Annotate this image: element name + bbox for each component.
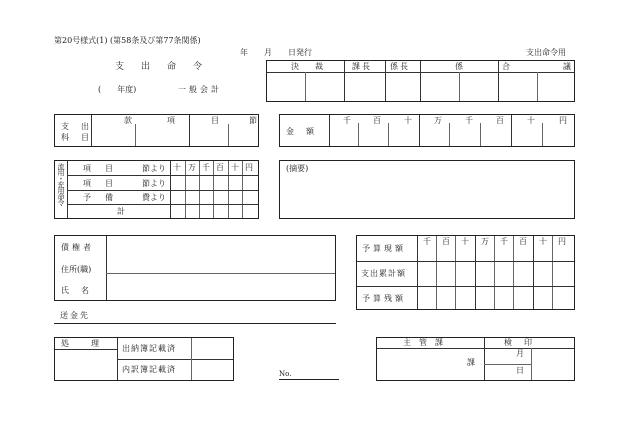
amount-unit: 千 xyxy=(465,116,473,125)
account-col-kan: 款 xyxy=(124,116,132,125)
budget-status-unit: 百 xyxy=(519,237,527,246)
diversion-side-label: 流用・充用命令 xyxy=(57,163,65,205)
approval-col-consult-2: 議 xyxy=(563,62,571,71)
amount-unit: 十 xyxy=(404,116,412,125)
address-label: 住所(職) xyxy=(61,265,92,274)
month-label: 月 xyxy=(516,349,524,358)
creditor-label: 債権者 xyxy=(61,243,94,252)
summary-box xyxy=(279,160,575,219)
amount-unit: 万 xyxy=(434,116,442,125)
amount-unit: 十 xyxy=(527,116,535,125)
amount-label: 金 額 xyxy=(286,127,316,136)
diversion-total-label: 計 xyxy=(117,207,125,216)
inspection-col-label: 検 印 xyxy=(504,338,534,347)
processing-table xyxy=(54,337,234,381)
approval-col-subsection-chief: 係長 xyxy=(390,62,410,71)
detail-ledger-entered: 内訳簿記載済 xyxy=(122,365,176,374)
diversion-unit: 百 xyxy=(216,163,224,172)
diversion-unit: 円 xyxy=(245,163,253,172)
budget-status-unit: 千 xyxy=(423,237,431,246)
diversion-row-suffix: 費より xyxy=(142,193,166,202)
form-title: 支 出 命 令 xyxy=(115,62,207,72)
budget-status-table xyxy=(356,235,575,310)
amount-unit: 円 xyxy=(559,116,567,125)
expenditure-total-label: 支出累計額 xyxy=(361,269,406,278)
account-label-bottom: 科 目 xyxy=(61,133,91,142)
account-col-kou: 項 xyxy=(167,116,175,125)
approval-col-staff: 係 xyxy=(455,62,463,71)
diversion-unit: 千 xyxy=(202,163,210,172)
budget-status-unit: 百 xyxy=(442,237,450,246)
diversion-unit: 万 xyxy=(188,163,196,172)
remit-label: 送金先 xyxy=(60,311,90,320)
summary-label: (摘要) xyxy=(286,164,309,173)
budget-status-unit: 十 xyxy=(539,237,547,246)
amount-unit: 百 xyxy=(373,116,381,125)
creditor-table xyxy=(54,235,336,301)
diversion-row-label: 項 目 xyxy=(83,164,116,173)
diversion-row-suffix: 節より xyxy=(142,164,166,173)
name-label: 氏 名 xyxy=(61,286,91,295)
manager-col-label: 主管課 xyxy=(403,338,451,347)
amount-unit: 千 xyxy=(343,116,351,125)
account-label-top: 支 出 xyxy=(61,122,91,131)
section-label: 課 xyxy=(467,358,475,367)
account-type: 一般会計 xyxy=(178,85,222,94)
diversion-unit: 十 xyxy=(173,163,181,172)
usage-label: 支出命令用 xyxy=(526,48,566,57)
form-number: 第20号様式(1) (第58条及び第77条関係) xyxy=(54,36,201,45)
diversion-table xyxy=(54,160,259,219)
amount-unit: 百 xyxy=(496,116,504,125)
number-underline xyxy=(279,379,339,380)
number-label: No. xyxy=(279,370,292,378)
amount-table xyxy=(279,114,575,147)
fiscal-year: ( 年度) xyxy=(98,85,137,94)
manager-table xyxy=(376,337,575,381)
day-label: 日 xyxy=(516,366,524,375)
budget-status-unit: 十 xyxy=(461,237,469,246)
budget-status-unit: 円 xyxy=(558,237,566,246)
account-col-moku: 目 xyxy=(211,116,219,125)
cash-ledger-entered: 出納簿記載済 xyxy=(122,344,176,353)
approval-table xyxy=(266,60,575,102)
budget-current-label: 予算現額 xyxy=(362,244,406,253)
issue-date: 年 月 日発行 xyxy=(240,48,312,57)
diversion-row-label: 予 備 xyxy=(83,193,116,202)
diversion-row-label: 項 目 xyxy=(83,179,116,188)
account-col-setsu: 節 xyxy=(249,116,257,125)
budget-status-unit: 万 xyxy=(481,237,489,246)
budget-status-unit: 千 xyxy=(500,237,508,246)
budget-remaining-label: 予算残額 xyxy=(362,294,406,303)
processing-label: 処 理 xyxy=(61,339,101,348)
diversion-row-suffix: 節より xyxy=(142,179,166,188)
approval-col-consult-1: 合 xyxy=(502,62,510,71)
approval-col-decision: 決 裁 xyxy=(291,62,323,71)
remit-underline xyxy=(54,323,336,324)
diversion-unit: 十 xyxy=(231,163,239,172)
budget-account-table xyxy=(54,114,259,147)
approval-col-section-chief: 課長 xyxy=(352,62,372,71)
